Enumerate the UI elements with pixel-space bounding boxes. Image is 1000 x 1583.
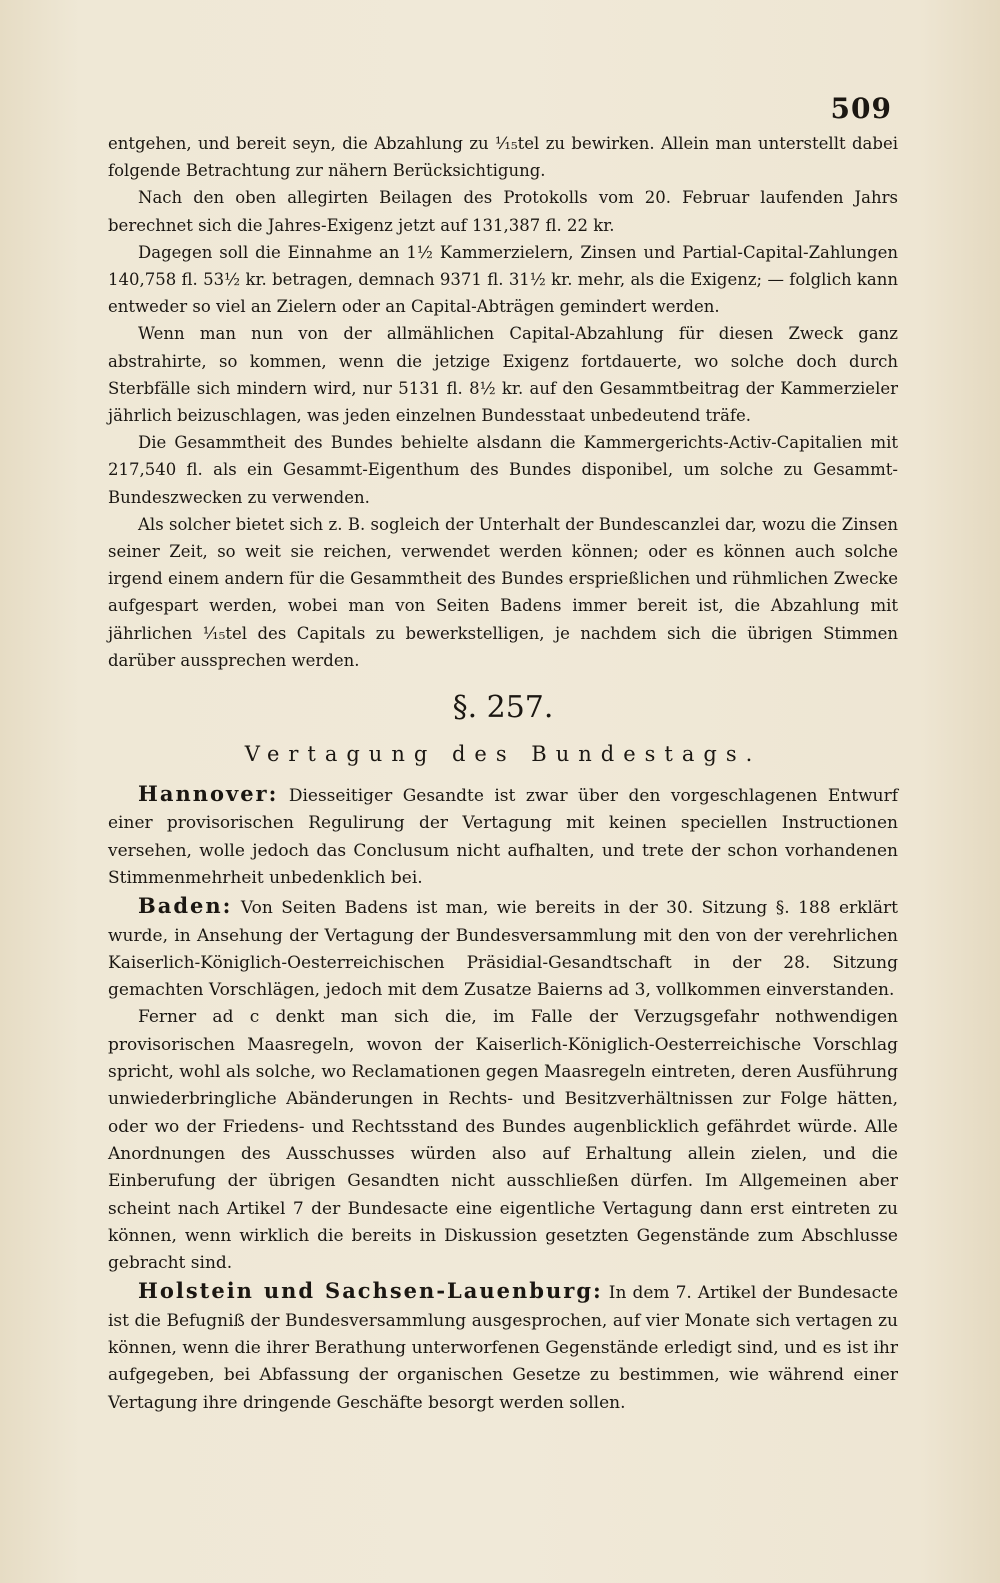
paragraph: Dagegen soll die Einnahme an 1½ Kammerzielern, Zinsen und Partial-Capital-Zahlungen 140,758 fl. 53½ kr. betragen, demnach 9371 fl. 31½ kr. mehr, als die Exigenz; — folglich kann entweder so viel an Zielern oder an Capital-Abträgen gemindert werden. (108, 242, 898, 317)
paragraph: Die Gesammtheit des Bundes behielte alsdann die Kammergerichts-Activ-Capitalien mit 217,540 fl. als ein Gesammt-Eigenthum des Bundes disponibel, um solche zu Gesammt-Bundeszwecken zu verwenden. (108, 433, 898, 507)
section-title: Vertagung des Bundestags. (244, 742, 762, 767)
statement (108, 892, 898, 1004)
statement (108, 780, 898, 892)
paragraph: Wenn man nun von der allmählichen Capital-Abzahlung für diesen Zweck ganz abstrahirte, so kommen, wenn die jetzige Exigenz fortdauerte, wo solche doch durch Sterbfälle sich mindern wird, nur 5131 fl. 8½ kr. auf den Gesammtbeitrag der Kammerzieler jährlich beizuschlagen, was jeden einzelnen Bundesstaat unbedeutend träfe. (108, 324, 898, 426)
speaker-label: Holstein und Sachsen-Lauenburg: (138, 1278, 603, 1304)
paragraph: Als solcher bietet sich z. B. sogleich der Unterhalt der Bundescanzlei dar, wozu die Zinsen seiner Zeit, so weit sie reichen, verwendet werden können; oder es können auch solche irgend einem andern für die Gesammtheit des Bundes ersprießlichen und rühmlichen Zwecke aufgespart werden, wobei man von Seiten Badens immer bereit ist, die Abzahlung mit jährlichen ¹⁄₁₅tel des Capitals zu bewerkstelligen, je nachdem sich die übrigen Stimmen darüber aussprechen werden. (108, 514, 898, 670)
statement (108, 1277, 898, 1416)
speaker-label: Hannover: (138, 781, 279, 807)
main-text (108, 130, 898, 1417)
statements (108, 780, 898, 1417)
statement (108, 1004, 898, 1277)
statement-text: Ferner ad c denkt man sich die, im Falle der Verzugsgefahr nothwendigen provisorischen Maasregeln, wovon der Kaiserlich-Königlich-Oesterreichische Vorschlag spricht, wohl als solche, wo Reclamationen gegen Maasregeln eintreten, deren Ausführung unwiederbringliche Abänderungen in Rechts- und Besitzverhältnissen zur Folge hätten, oder wo der Friedens- und Rechtsstand des Bundes augenblicklich gefährdet würde. Alle Anordnungen des Ausschusses würden also auf Erhaltung allein zielen, und die Einberufung der übrigen Gesandten nicht ausschließen dürfen. Im Allgemeinen aber scheint nach Artikel 7 der Bundesacte eine eigentliche Vertagung dann erst eintreten zu können, wenn wirklich die bereits in Diskussion gesetzten Gegenstände zum Abschlusse gebracht sind. (108, 1007, 898, 1274)
statement-text: In dem 7. Artikel der Bundesacte ist die Befugniß der Bundesversammlung ausgesprochen, auf vier Monate sich vertagen zu können, wenn die ihrer Berathung unterworfenen Gegenstände erledigt sind, und es ist ihr aufgegeben, bei Abfassung der organischen Gesetze zu bestimmen, wie während einer Vertagung ihre dringende Geschäfte besorgt werden sollen. (108, 1283, 899, 1413)
page-number: 509 (830, 92, 892, 125)
speaker-label: Baden: (138, 893, 233, 919)
paragraph: entgehen, und bereit seyn, die Abzahlung zu ¹⁄₁₅tel zu bewirken. Allein man unterstellt dabei folgende Betrachtung zur nähern Berücksichtigung. (108, 134, 898, 181)
section-number: §. 257. (452, 690, 554, 726)
statement-text: Diesseitiger Gesandte ist zwar über den vorgeschlagenen Entwurf einer provisorischen Regulirung der Vertagung mit keinen speciellen Instructionen versehen, wolle jedoch das Conclusum nicht aufhalten, und trete der schon vorhandenen Stimmenmehrheit unbedenklich bei. (108, 786, 898, 888)
paragraph: Nach den oben allegirten Beilagen des Protokolls vom 20. Februar laufenden Jahrs berechnet sich die Jahres-Exigenz jetzt auf 131,387 fl. 22 kr. (108, 188, 898, 235)
statement-text: Von Seiten Badens ist man, wie bereits in der 30. Sitzung §. 188 erklärt wurde, in Ansehung der Vertagung der Bundesversammlung mit den von der verehrlichen Kaiserlich-Königlich-Oesterreichischen Präsidial-Gesandtschaft in der 28. Sitzung gemachten Vorschlägen, jedoch mit dem Zusatze Baierns ad 3, vollkommen einverstanden. (108, 898, 899, 1001)
